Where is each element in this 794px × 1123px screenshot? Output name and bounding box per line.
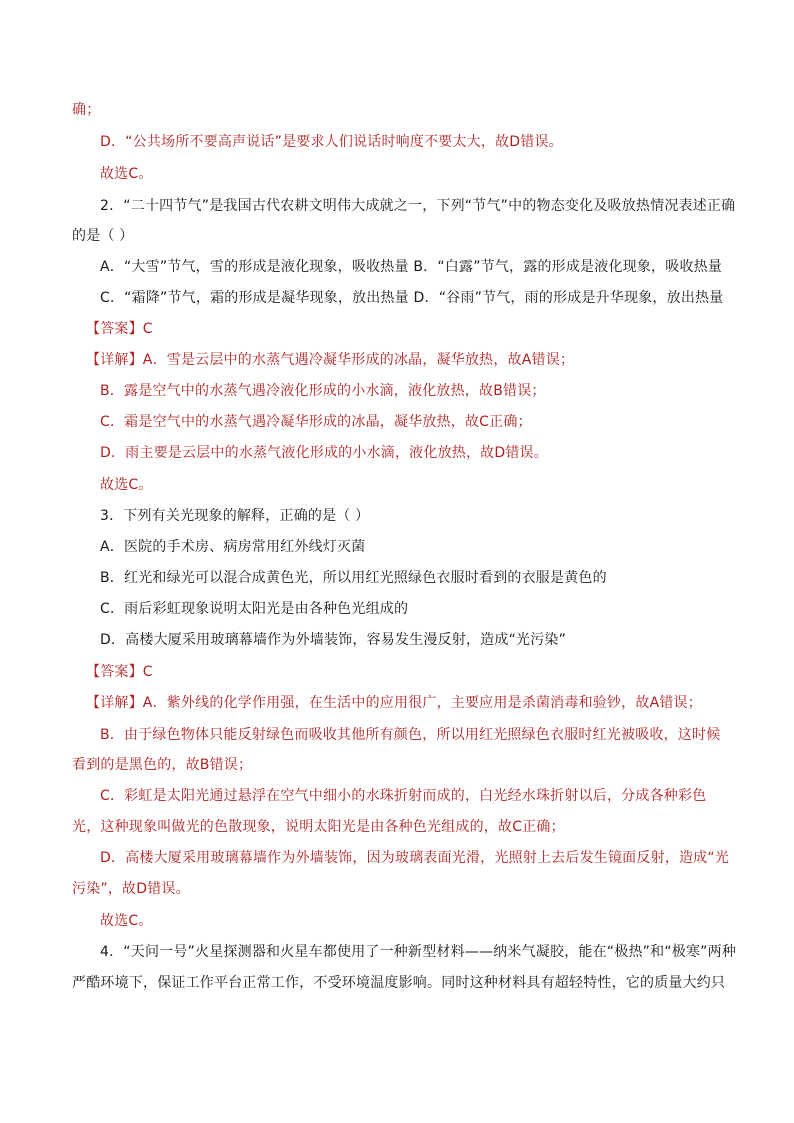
q2-detail-a: 【详解】A．雪是云层中的水蒸气遇冷凝华形成的冰晶，凝华放热，故A错误； — [86, 352, 575, 368]
q3-detail-c-line2: 光，这种现象叫做光的色散现象，说明太阳光是由各种色光组成的，故C正确； — [72, 819, 565, 835]
q3-stem: 3．下列有关光现象的解释，正确的是（ ） — [100, 508, 370, 524]
q3-detail-c-line1: C．彩虹是太阳光通过悬浮在空气中细小的水珠折射而成的，白光经水珠折射以后，分成各种彩色 — [100, 788, 707, 804]
q2-stem-line1: 2．“二十四节气”是我国古代农耕文明伟大成就之一，下列“节气”中的物态变化及吸放热情况表述正确 — [100, 198, 736, 214]
q1-tail: 确； — [72, 102, 101, 118]
q3-option-c: C．雨后彩虹现象说明太阳光是由各种色光组成的 — [100, 601, 409, 617]
q2-detail-d: D．雨主要是云层中的水蒸气液化形成的小水滴，液化放热，故D错误。 — [100, 445, 548, 461]
q3-detail-d-line1: D．高楼大厦采用玻璃幕墙作为外墙装饰，因为玻璃表面光滑，光照射上去后发生镜面反射，造成“光 — [100, 850, 730, 866]
q3-option-b: B．红光和绿光可以混合成黄色光，所以用红光照绿色衣服时看到的衣服是黄色的 — [100, 570, 607, 586]
q3-option-a: A．医院的手术房、病房常用红外线灯灭菌 — [100, 539, 366, 555]
q3-option-d: D．高楼大厦采用玻璃幕墙作为外墙装饰，容易发生漫反射，造成“光污染” — [100, 632, 567, 648]
q3-detail-a: 【详解】A．紫外线的化学作用强，在生活中的应用很广，主要应用是杀菌消毒和验钞，故A错误； — [86, 695, 702, 711]
q1-option-d-explanation: D．“公共场所不要高声说话”是要求人们说话时响度不要太大，故D错误。 — [100, 134, 563, 150]
q2-detail-b: B．露是空气中的水蒸气遇冷液化形成的小水滴，液化放热，故B错误； — [100, 383, 546, 399]
q4-stem-line1: 4．“天问一号”火星探测器和火星车都使用了一种新型材料——纳米气凝胶，能在“极热”和“极寒”两种 — [100, 944, 737, 960]
q3-detail-b-line1: B．由于绿色物体只能反射绿色而吸收其他所有颜色，所以用红光照绿色衣服时红光被吸收，这时候 — [100, 727, 721, 743]
q4-stem-line2: 严酷环境下，保证工作平台正常工作，不受环境温度影响。同时这种材料具有超轻特性，它的质量大约只 — [72, 975, 726, 991]
q2-conclusion: 故选C。 — [100, 477, 153, 493]
q3-conclusion: 故选C。 — [100, 913, 153, 929]
q2-answer: 【答案】C — [86, 321, 153, 337]
q1-conclusion: 故选C。 — [100, 166, 153, 182]
q3-detail-d-line2: 污染”，故D错误。 — [72, 881, 190, 897]
q3-detail-b-line2: 看到的是黑色的，故B错误； — [72, 757, 253, 773]
q2-options-cd: C．“霜降”节气，霜的形成是凝华现象，放出热量 D．“谷雨”节气，雨的形成是升华现象，放出热量 — [100, 290, 724, 306]
q3-answer: 【答案】C — [86, 664, 153, 680]
q2-stem-line2: 的是（ ） — [72, 228, 134, 244]
q2-options-ab: A．“大雪”节气，雪的形成是液化现象，吸收热量 B．“白露”节气，露的形成是液化现象，吸收热量 — [100, 259, 723, 275]
q2-detail-c: C．霜是空气中的水蒸气遇冷凝华形成的冰晶，凝华放热，故C正确； — [100, 414, 532, 430]
